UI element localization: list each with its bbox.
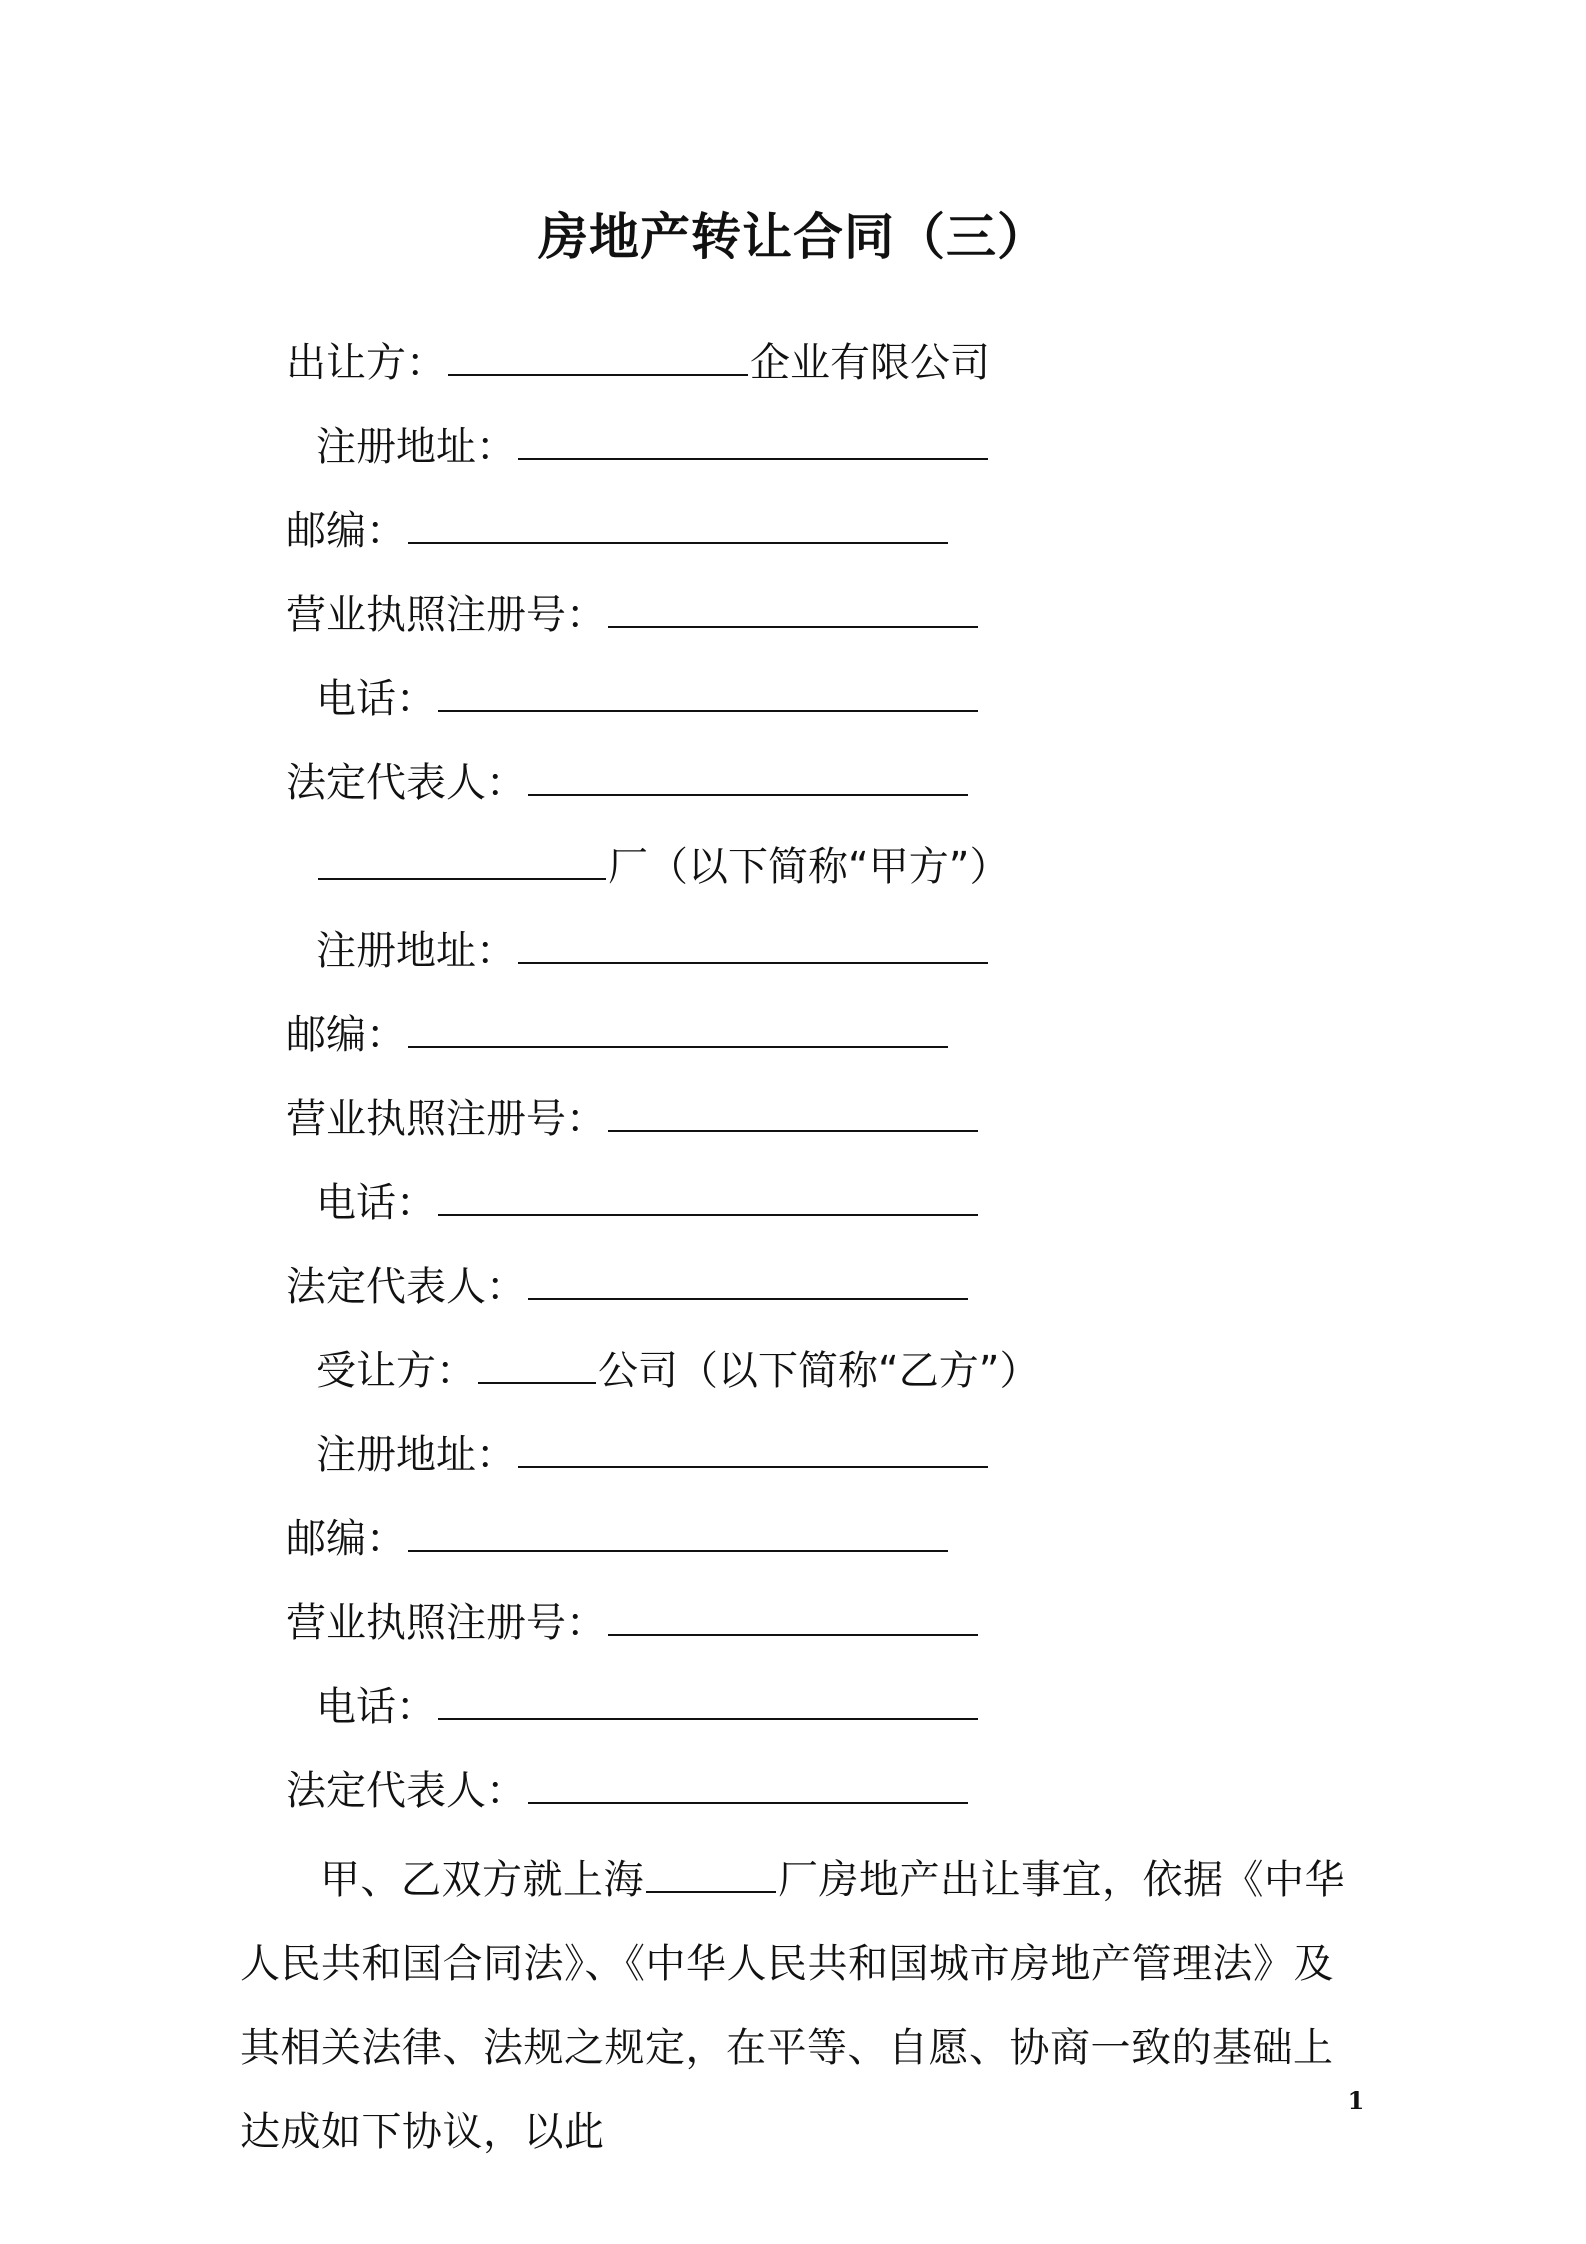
transferee-phone-line <box>316 1674 980 1735</box>
address-label: 注册地址： <box>316 1432 516 1478</box>
factory-name-blank <box>646 1847 776 1893</box>
transferee-suffix: 公司（以下简称“乙方”） <box>598 1348 1040 1394</box>
party-a-address-line <box>316 918 990 979</box>
party-a-license-line <box>286 1086 980 1147</box>
party-a-name-blank <box>318 834 606 880</box>
transferee-name-blank <box>478 1338 596 1384</box>
transferor-phone-line <box>316 666 980 727</box>
transferor-label: 出让方： <box>286 340 446 386</box>
representative-blank <box>528 1254 968 1300</box>
transferor-representative-line <box>286 750 970 811</box>
representative-blank <box>528 750 968 796</box>
postcode-blank <box>408 1506 948 1552</box>
address-blank <box>518 414 988 460</box>
representative-label: 法定代表人： <box>286 1264 526 1310</box>
representative-label: 法定代表人： <box>286 1768 526 1814</box>
postcode-blank <box>408 1002 948 1048</box>
document-title: 房地产转让合同（三） <box>538 208 1048 266</box>
party-a-postcode-line <box>286 1002 950 1063</box>
preamble-part-2: 厂房地产出让事宜，依据《中华人民共和国合同法》、《中华人民共和国城市房地产管理法》及其相关法律、法规之规定，在平等、自愿、协商一致的基础上达成如下协议，以此 <box>240 1857 1345 2155</box>
transferor-license-line <box>286 582 980 643</box>
representative-label: 法定代表人： <box>286 760 526 806</box>
transferor-name-blank <box>448 330 748 376</box>
party-a-representative-line <box>286 1254 970 1315</box>
preamble-paragraph <box>240 1838 1360 2174</box>
transferee-label: 受让方： <box>316 1348 476 1394</box>
preamble-part-1: 甲、乙双方就上海 <box>320 1857 644 1903</box>
phone-blank <box>438 1170 978 1216</box>
representative-blank <box>528 1758 968 1804</box>
transferor-postcode-line <box>286 498 950 559</box>
transferee-postcode-line <box>286 1506 950 1567</box>
license-blank <box>608 1590 978 1636</box>
license-blank <box>608 582 978 628</box>
phone-label: 电话： <box>316 1180 436 1226</box>
phone-label: 电话： <box>316 1684 436 1730</box>
party-a-line <box>316 834 1009 895</box>
license-blank <box>608 1086 978 1132</box>
transferor-address-line <box>316 414 990 475</box>
party-a-suffix: 厂（以下简称“甲方”） <box>608 844 1010 890</box>
transferor-suffix: 企业有限公司 <box>750 340 990 386</box>
transferee-representative-line <box>286 1758 970 1819</box>
address-label: 注册地址： <box>316 928 516 974</box>
transferee-license-line <box>286 1590 980 1651</box>
phone-label: 电话： <box>316 676 436 722</box>
address-blank <box>518 1422 988 1468</box>
transferor-line <box>286 330 990 391</box>
postcode-label: 邮编： <box>286 1516 406 1562</box>
transferee-address-line <box>316 1422 990 1483</box>
page-number: 1 <box>1347 2086 1365 2115</box>
party-a-phone-line <box>316 1170 980 1231</box>
license-label: 营业执照注册号： <box>286 1600 606 1646</box>
transferee-line <box>316 1338 1039 1399</box>
postcode-label: 邮编： <box>286 1012 406 1058</box>
address-label: 注册地址： <box>316 424 516 470</box>
phone-blank <box>438 666 978 712</box>
license-label: 营业执照注册号： <box>286 1096 606 1142</box>
license-label: 营业执照注册号： <box>286 592 606 638</box>
phone-blank <box>438 1674 978 1720</box>
postcode-label: 邮编： <box>286 508 406 554</box>
postcode-blank <box>408 498 948 544</box>
address-blank <box>518 918 988 964</box>
